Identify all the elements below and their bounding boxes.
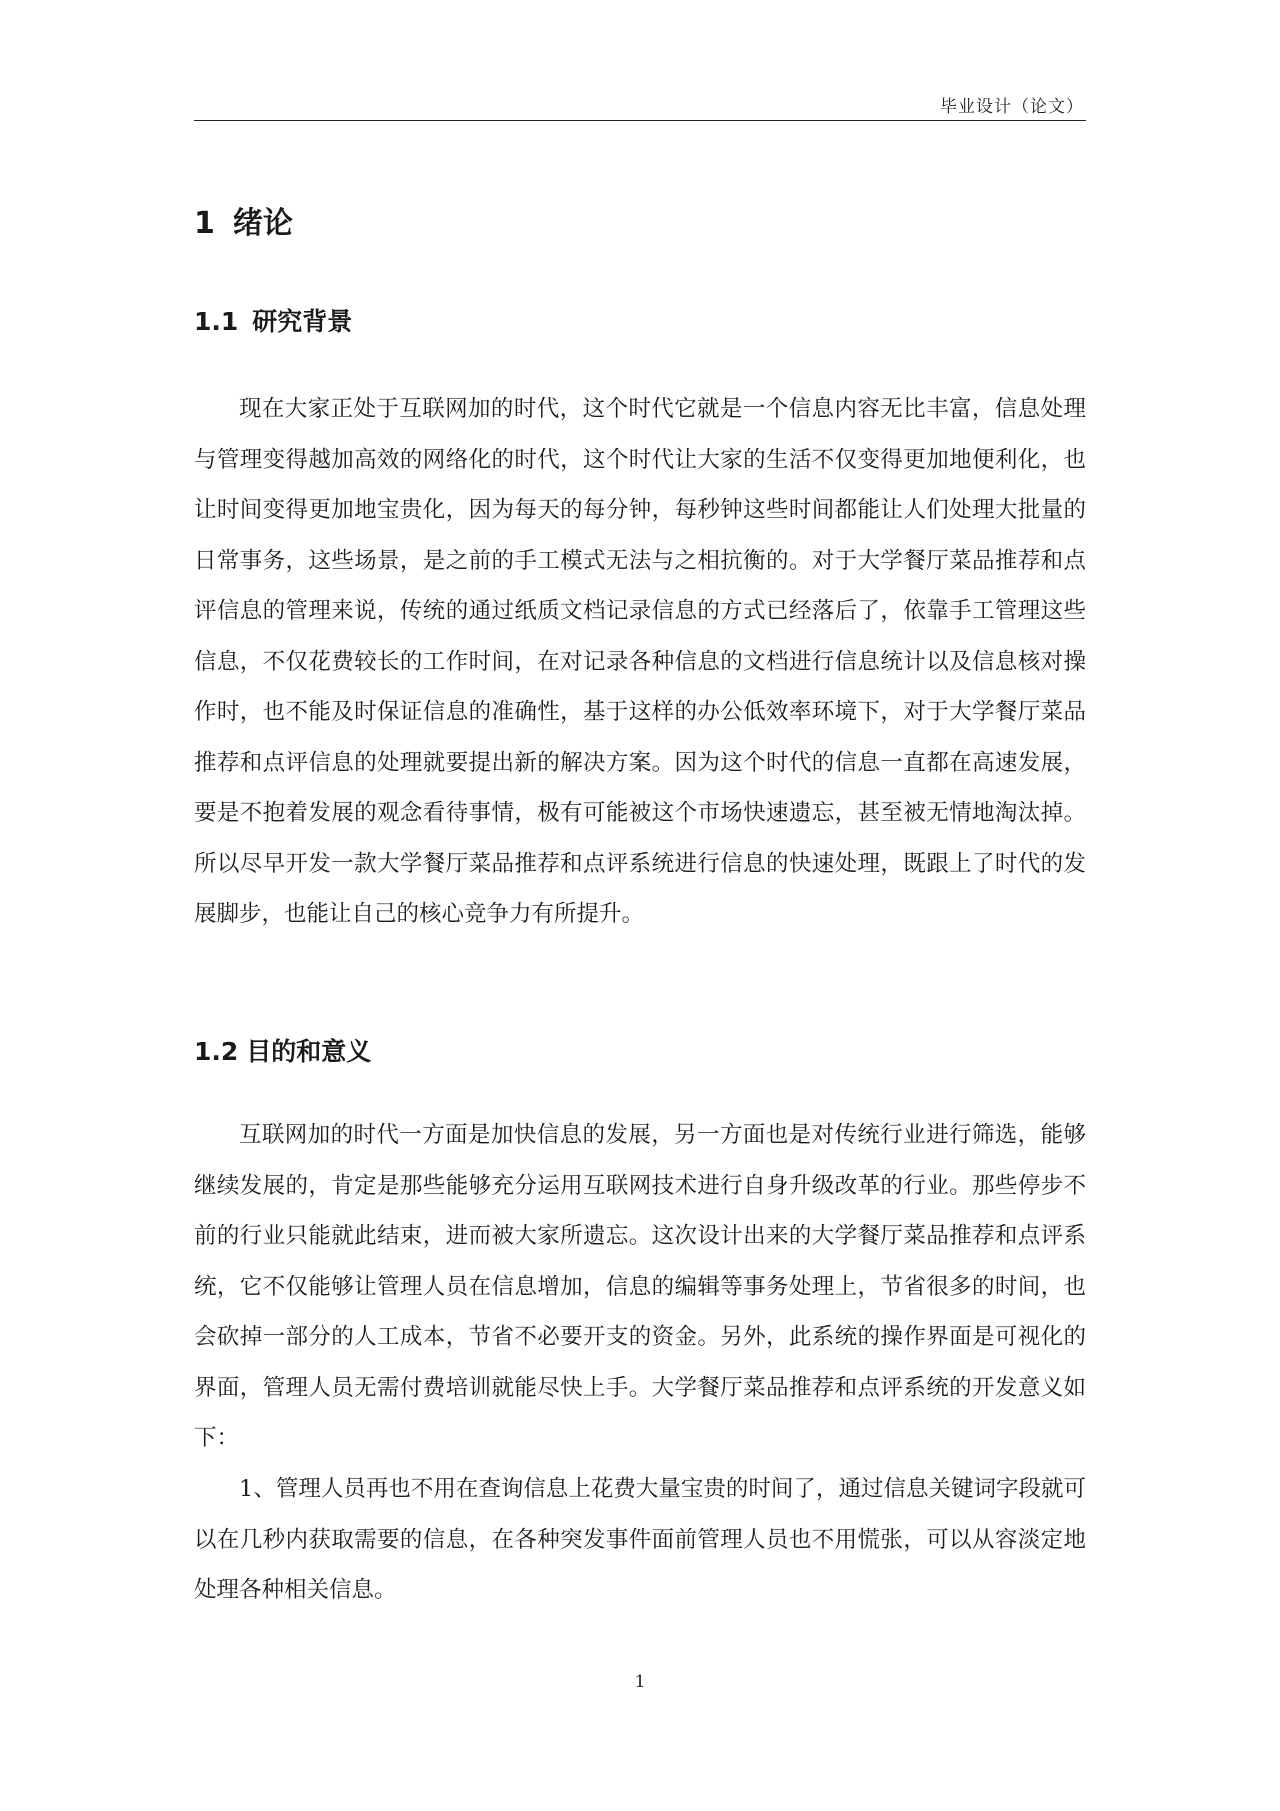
paragraph-purpose: 互联网加的时代一方面是加快信息的发展，另一方面也是对传统行业进行筛选，能够继续发展的，肯定是那些能够充分运用互联网技术进行自身升级改革的行业。那些停步不前的行业只能就此结束，进而被大家所遗忘。这次设计出来的大学餐厅菜品推荐和点评系统，它不仅能够让管理人员在信息增加，信息的编辑等事务处理上，节省很多的时间，也会砍掉一部分的人工成本，节省不必要开支的资金。另外，此系统的操作界面是可视化的界面，管理人员无需付费培训就能尽快上手。大学餐厅菜品推荐和点评系统的开发意义如下： [194, 1122, 1086, 1451]
header-title: 毕业设计（论文） [940, 97, 1084, 117]
chapter-title: 绪论 [232, 206, 293, 241]
paragraph-meaning-item-1: 1、管理人员再也不用在查询信息上花费大量宝贵的时间了，通过信息关键词字段就可以在几秒内获取需要的信息，在各种突发事件面前管理人员也不用慌张，可以从容淡定地处理各种相关信息。 [194, 1476, 1086, 1603]
section-title: 目的和意义 [246, 1037, 372, 1066]
chapter-number: 1 [194, 206, 215, 241]
section-heading-1-2 [194, 1032, 371, 1068]
page-header [194, 88, 1086, 121]
page-number: 1 [634, 1672, 646, 1692]
section-number: 1.2 [194, 1037, 239, 1066]
section-heading-1-1 [194, 302, 352, 338]
section-number: 1.1 [194, 307, 239, 336]
paragraph-research-background: 现在大家正处于互联网加的时代，这个时代它就是一个信息内容无比丰富，信息处理与管理变得越加高效的网络化的时代，这个时代让大家的生活不仅变得更加地便利化，也让时间变得更加地宝贵化，因为每天的每分钟，每秒钟这些时间都能让人们处理大批量的日常事务，这些场景，是之前的手工模式无法与之相抗衡的。对于大学餐厅菜品推荐和点评信息的管理来说，传统的通过纸质文档记录信息的方式已经落后了，依靠手工管理这些信息，不仅花费较长的工作时间，在对记录各种信息的文档进行信息统计以及信息核对操作时，也不能及时保证信息的准确性，基于这样的办公低效率环境下，对于大学餐厅菜品推荐和点评信息的处理就要提出新的解决方案。因为这个时代的信息一直都在高速发展，要是不抱着发展的观念看待事情，极有可能被这个市场快速遗忘，甚至被无情地淘汰掉。所以尽早开发一款大学餐厅菜品推荐和点评系统进行信息的快速处理，既跟上了时代的发展脚步，也能让自己的核心竞争力有所提升。 [194, 396, 1086, 927]
section-title: 研究背景 [252, 307, 353, 336]
chapter-heading [194, 198, 293, 242]
